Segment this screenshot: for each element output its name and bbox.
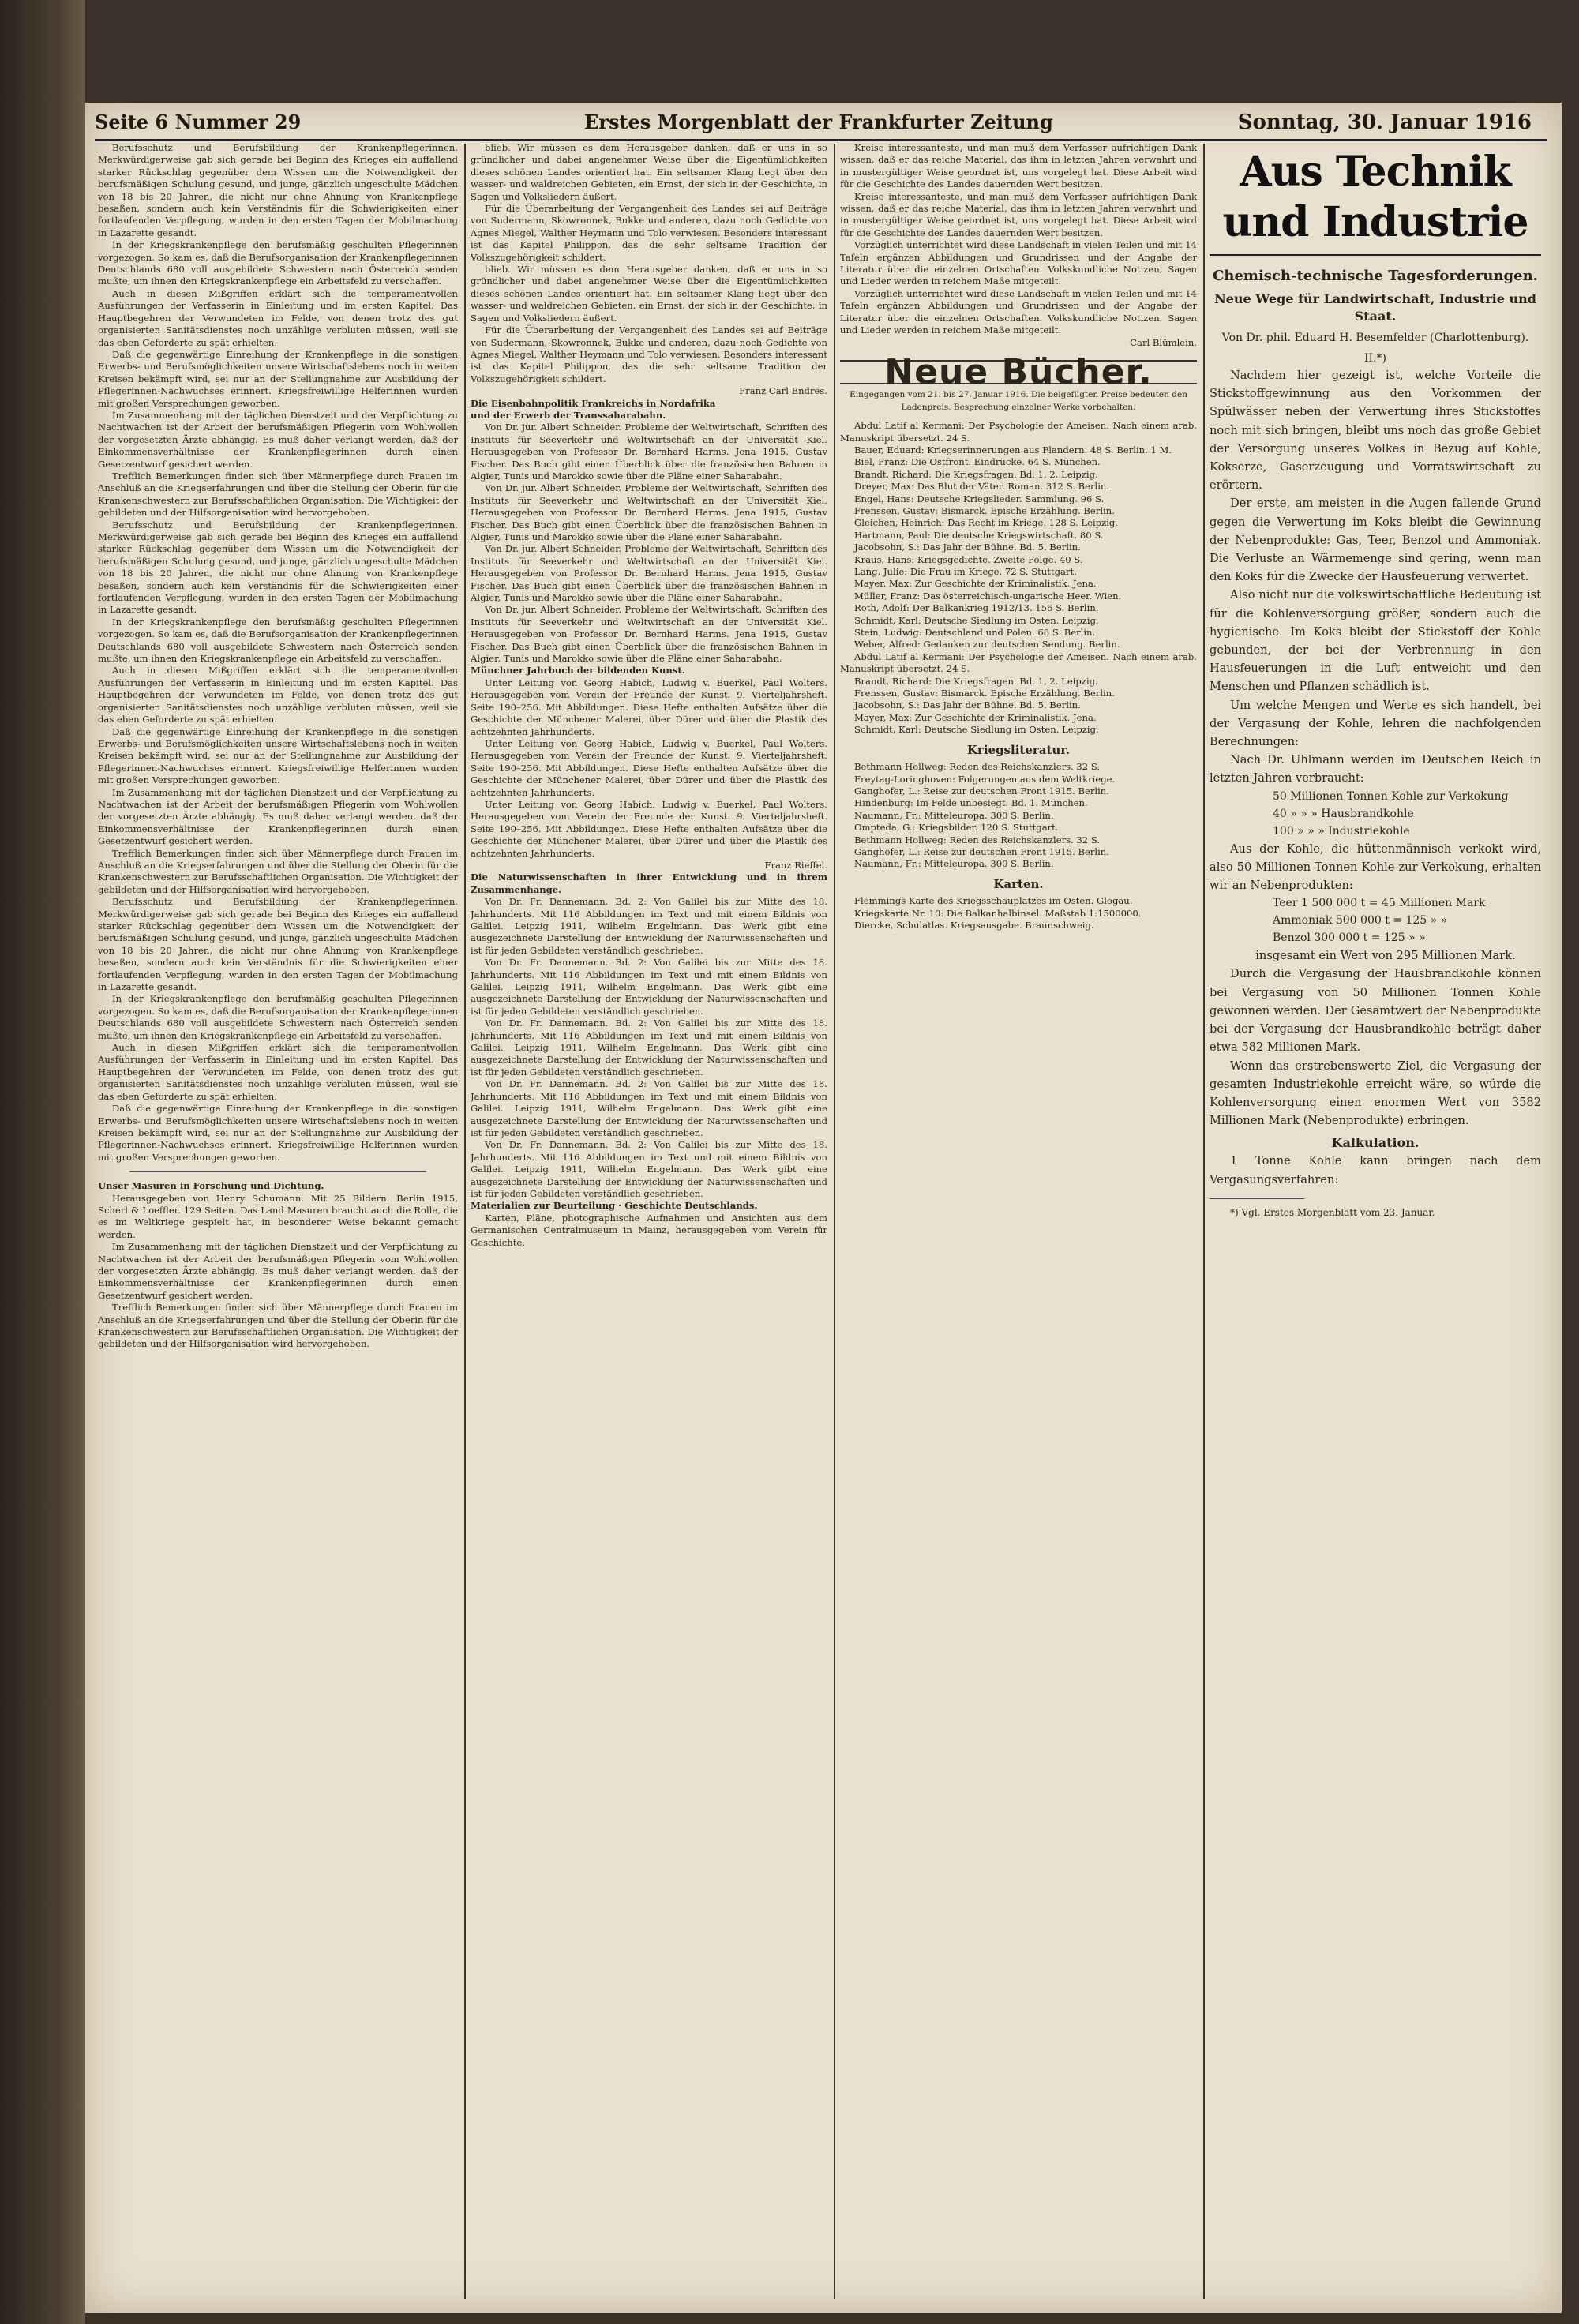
- map-entry: Flemmings Karte des Kriegsschauplatzes im Osten. Glogau.: [854, 895, 1133, 907]
- article-paragraph: Auch in diesen Mißgriffen erklärt sich die temperamentvollen Ausführungen der Verfasserin in Einleitung und im ersten Kapitel. Das Hauptbegehren der Verwundeten im Felde, von denen trotz des gut organisierten Sanitätsdienstes noch unzählige verbluten müssen, weil sie das eben Geforderte zu spät erhielten.: [98, 287, 458, 348]
- article-paragraph: Durch die Vergasung der Hausbrandkohle können bei Vergasung von 50 Millionen Tonnen Kohle gewonnen werden. Der Gesamtwert der Nebenprodukte bei der Vergasung der Hausbrandkohle beträgt daher etwa 582 Millionen Mark.: [1210, 967, 1541, 1055]
- section-title: Neue Bücher.: [840, 360, 1197, 384]
- article-paragraph: Im Zusammenhang mit der täglichen Dienstzeit und der Verpflichtung zu Nachtwachen ist der Arbeit der berufsmäßigen Pflegerin vom Wohlwollen der vorgesetzten Ärzte abhängig. Es muß daher verlangt werden, daß der Einkommensverhältnisse der Krankenpflegerinnen durch einen Gesetzentwurf gesichert werden.: [98, 786, 458, 847]
- article-paragraph: Berufsschutz und Berufsbildung der Krankenpflegerinnen. Merkwürdigerweise gab sich gerade bei Beginn des Krieges ein auffallend starker Rückschlag gegenüber dem Wissen um die Notwendigkeit der berufsmäßigen Schulung gesund, und junge, gänzlich ungeschulte Mädchen von 18 bis 20 Jahren, die nicht nur ohne Ahnung von Krankenpflege besaßen, sondern auch kein Verständnis für die Schwierigkeiten einer fortlaufenden Verpflegung, wurden in den ersten Tagen der Mobilmachung in Lazarette gesandt.: [98, 142, 458, 238]
- review-heading: Die Naturwissenschaften in ihrer Entwicklung und in ihrem Zusammenhange.: [471, 872, 827, 895]
- table-row: Benzol 300 000 t = 125 » »: [1273, 931, 1426, 945]
- article-paragraph: Berufsschutz und Berufsbildung der Krankenpflegerinnen. Merkwürdigerweise gab sich gerade bei Beginn des Krieges ein auffallend starker Rückschlag gegenüber dem Wissen um die Notwendigkeit der berufsmäßigen Schulung gesund, und junge, gänzlich ungeschulte Mädchen von 18 bis 20 Jahren, die nicht nur ohne Ahnung von Krankenpflege besaßen, sondern auch kein Verständnis für die Schwierigkeiten einer fortlaufenden Verpflegung, wurden in den ersten Tagen der Mobilmachung in Lazarette gesandt.: [98, 896, 458, 993]
- article-paragraph: Nach Dr. Uhlmann werden im Deutschen Reich in letzten Jahren verbraucht:: [1210, 753, 1541, 785]
- review-body: Von Dr. Fr. Dannemann. Bd. 2: Von Galilei bis zur Mitte des 18. Jahrhunderts. Mit 116 Abbildungen im Text und mit einem Bildnis von Galilei. Leipzig 1911, Wilhelm Engelmann. Das Werk gibt eine ausgezeichnete Darstellung der Entwicklung der Naturwissenschaften und ist für jeden Gebildeten verständlich geschrieben.: [471, 1139, 827, 1199]
- book-entry: Schmidt, Karl: Deutsche Siedlung im Osten. Leipzig.: [854, 614, 1099, 626]
- article-paragraph: Also nicht nur die volkswirtschaftliche Bedeutung ist für die Kohlenversorgung größer, sondern auch die hygienische. Im Koks bleibt der Stickstoff der Kohle gebunden, der bei der Verbrennung in den Hausfeuerungen in die Luft entweicht und den Menschen und Pflanzen schädlich ist.: [1210, 588, 1541, 694]
- book-entry: Jacobsohn, S.: Das Jahr der Bühne. Bd. 5. Berlin.: [854, 699, 1081, 711]
- review-author: Carl Blümlein.: [1130, 336, 1197, 348]
- book-entry: Ganghofer, L.: Reise zur deutschen Front 1915. Berlin.: [854, 785, 1109, 797]
- article-paragraph: Der erste, am meisten in die Augen fallende Grund gegen die Verwertung im Koks bleibt die Gewinnung der Nebenprodukte: Gas, Teer, Benzol und Ammoniak. Die Verluste an Wärmemenge sind gering, wenn man den Koks für die Zwecke der Hausfeuerung verwertet.: [1210, 497, 1541, 584]
- review-heading: Unser Masuren in Forschung und Dichtung.: [98, 1180, 324, 1192]
- book-entry: Naumann, Fr.: Mitteleuropa. 300 S. Berlin.: [854, 858, 1054, 870]
- review-body: Unter Leitung von Georg Habich, Ludwig v. Buerkel, Paul Wolters. Herausgegeben vom Verein der Freunde der Kunst. 9. Vierteljahrsheft. Seite 190–256. Mit Abbildungen. Diese Hefte enthalten Aufsätze über die Geschichte der Münchener Malerei, über Dürer und über die Plastik des achtzehnten Jahrhunderts.: [471, 677, 827, 737]
- column-rule: [464, 144, 466, 2299]
- book-entry: Mayer, Max: Zur Geschichte der Kriminalistik. Jena.: [854, 711, 1097, 723]
- review-body: Unter Leitung von Georg Habich, Ludwig v. Buerkel, Paul Wolters. Herausgegeben vom Verein der Freunde der Kunst. 9. Vierteljahrsheft. Seite 190–256. Mit Abbildungen. Diese Hefte enthalten Aufsätze über die Geschichte der Münchener Malerei, über Dürer und über die Plastik des achtzehnten Jahrhunderts.: [471, 737, 827, 798]
- scan-edge: [0, 0, 85, 2324]
- column-2: [471, 142, 827, 2297]
- column-1: [98, 142, 458, 2297]
- book-entry: Engel, Hans: Deutsche Kriegslieder. Sammlung. 96 S.: [854, 493, 1105, 504]
- article-subtitle: Neue Wege für Landwirtschaft, Industrie und Staat.: [1214, 291, 1536, 324]
- book-entry: Brandt, Richard: Die Kriegsfragen. Bd. 1, 2. Leipzig.: [854, 468, 1098, 480]
- table-summary: insgesamt ein Wert von 295 Millionen Mark.: [1255, 949, 1516, 963]
- book-entry: Kraus, Hans: Kriegsgedichte. Zweite Folge. 40 S.: [854, 553, 1083, 565]
- article-paragraph: Aus der Kohle, die hüttenmännisch verkokt wird, also 50 Millionen Tonnen Kohle zur Verkokung, erhalten wir an Nebenprodukten:: [1210, 842, 1541, 893]
- book-entry: Hartmann, Paul: Die deutsche Kriegswirtschaft. 80 S.: [854, 529, 1104, 541]
- article-paragraph: Berufsschutz und Berufsbildung der Krankenpflegerinnen. Merkwürdigerweise gab sich gerade bei Beginn des Krieges ein auffallend starker Rückschlag gegenüber dem Wissen um die Notwendigkeit der berufsmäßigen Schulung gesund, und junge, gänzlich ungeschulte Mädchen von 18 bis 20 Jahren, die nicht nur ohne Ahnung von Krankenpflege besaßen, sondern auch kein Verständnis für die Schwierigkeiten einer fortlaufenden Verpflegung, wurden in den ersten Tagen der Mobilmachung in Lazarette gesandt.: [98, 519, 458, 616]
- article-paragraph: In der Kriegskrankenpflege den berufsmäßig geschulten Pflegerinnen vorgezogen. So kam es, daß die Berufsorganisation der Krankenpflegerinnen Deutschlands 680 voll ausgebildete Schwestern nach Österreich senden mußte, um ihnen den Kriegskrankenpflege ein Arbeitsfeld zu verschaffen.: [98, 239, 458, 287]
- book-entry: Freytag-Loringhoven: Folgerungen aus dem Weltkriege.: [854, 773, 1116, 785]
- article-paragraph: blieb. Wir müssen es dem Herausgeber danken, daß er uns in so gründlicher und dabei angenehmer Weise über die Eigentümlichkeiten dieses schönen Landes orientiert hat. Ein seltsamer Klang liegt über den wasser- und waldreichen Gebieten, ein Ernst, der sich in der Geschichte, in Sagen und Volksliedern äußert.: [471, 142, 827, 202]
- table-row: Ammoniak 500 000 t = 125 » »: [1273, 914, 1448, 928]
- book-entry: Ompteda, G.: Kriegsbilder. 120 S. Stuttgart.: [854, 822, 1059, 834]
- book-entry: Biel, Franz: Die Ostfront. Eindrücke. 64 S. München.: [854, 456, 1101, 468]
- review-heading: Münchner Jahrbuch der bildenden Kunst.: [471, 665, 685, 677]
- column-4: [1210, 142, 1541, 2297]
- article-title: Chemisch-technische Tagesforderungen.: [1213, 268, 1538, 284]
- article-paragraph: Trefflich Bemerkungen finden sich über Männerpflege durch Frauen im Anschluß an die Kriegserfahrungen und über die Stellung der Oberin für die Krankenschwestern zur Berufsschaftlichen Organisation. Die Wichtigkeit der gebildeten und der Hilfsorganisation wird hervorgehoben.: [98, 470, 458, 519]
- book-entry: Stein, Ludwig: Deutschland und Polen. 68 S. Berlin.: [854, 627, 1096, 639]
- article-paragraph: Auch in diesen Mißgriffen erklärt sich die temperamentvollen Ausführungen der Verfasserin in Einleitung und im ersten Kapitel. Das Hauptbegehren der Verwundeten im Felde, von denen trotz des gut organisierten Sanitätsdienstes noch unzählige verbluten müssen, weil sie das eben Geforderte zu spät erhielten.: [98, 1042, 458, 1102]
- article-paragraph: blieb. Wir müssen es dem Herausgeber danken, daß er uns in so gründlicher und dabei angenehmer Weise über die Eigentümlichkeiten dieses schönen Landes orientiert hat. Ein seltsamer Klang liegt über den wasser- und waldreichen Gebieten, ein Ernst, der sich in der Geschichte, in Sagen und Volksliedern äußert.: [471, 264, 827, 324]
- article-paragraph: Im Zusammenhang mit der täglichen Dienstzeit und der Verpflichtung zu Nachtwachen ist der Arbeit der berufsmäßigen Pflegerin vom Wohlwollen der vorgesetzten Ärzte abhängig. Es muß daher verlangt werden, daß der Einkommensverhältnisse der Krankenpflegerinnen durch einen Gesetzentwurf gesichert werden.: [98, 409, 458, 470]
- map-entry: Diercke, Schulatlas. Kriegsausgabe. Braunschweig.: [854, 919, 1094, 931]
- article-paragraph: Auch in diesen Mißgriffen erklärt sich die temperamentvollen Ausführungen der Verfasserin in Einleitung und im ersten Kapitel. Das Hauptbegehren der Verwundeten im Felde, von denen trotz des gut organisierten Sanitätsdienstes noch unzählige verbluten müssen, weil sie das eben Geforderte zu spät erhielten.: [98, 665, 458, 725]
- article-paragraph: Kreise interessanteste, und man muß dem Verfasser aufrichtigen Dank wissen, daß er das reiche Material, das ihm in letzten Jahren verwahrt und in mustergültiger Weise geordnet ist, uns vorgelegt hat. Diese Arbeit wird für die Geschichte des Landes dauernden Wert besitzen.: [840, 190, 1197, 238]
- article-paragraph: Daß die gegenwärtige Einreihung der Krankenpflege in die sonstigen Erwerbs- und Berufsmöglichkeiten unsere Wirtschaftslebens noch in weiten Kreisen bekämpft wird, sei nur an der Stellungnahme zur Ausbildung der Pflegerinnen-Nachwuchses erinnert. Kriegsfreiwillige Helferinnen wurden mit großen Versprechungen geworben.: [98, 1103, 458, 1163]
- article-paragraph: Nachdem hier gezeigt ist, welche Vorteile die Stickstoffgewinnung aus den Vorkommen der Spülwässer neben der Verwertung ihres Stickstoffes noch mit sich bringen, bleibt uns noch das große Gebiet der Versorgung unseres Volkes in Bezug auf Kohle, Kokserze, Gaserzeugung und Vorratswirtschaft zu erörtern.: [1210, 369, 1541, 493]
- review-body: Von Dr. Fr. Dannemann. Bd. 2: Von Galilei bis zur Mitte des 18. Jahrhunderts. Mit 116 Abbildungen im Text und mit einem Bildnis von Galilei. Leipzig 1911, Wilhelm Engelmann. Das Werk gibt eine ausgezeichnete Darstellung der Entwicklung der Naturwissenschaften und ist für jeden Gebildeten verständlich geschrieben.: [471, 957, 827, 1017]
- review-heading: Materialien zur Beurteilung · Geschichte Deutschlands.: [471, 1200, 758, 1212]
- review-body: Von Dr. jur. Albert Schneider. Probleme der Weltwirtschaft, Schriften des Instituts für Seeverkehr und Weltwirtschaft an der Universität Kiel. Herausgegeben von Professor Dr. Bernhard Harms. Jena 1915, Gustav Fischer. Das Buch gibt einen Überblick über die französischen Bahnen in Algier, Tunis und Marokko sowie über die Pläne einer Saharabahn.: [471, 604, 827, 665]
- article-paragraph: Trefflich Bemerkungen finden sich über Männerpflege durch Frauen im Anschluß an die Kriegserfahrungen und über die Stellung der Oberin für die Krankenschwestern zur Berufsschaftlichen Organisation. Die Wichtigkeit der gebildeten und der Hilfsorganisation wird hervorgehoben.: [98, 847, 458, 895]
- review-body: Von Dr. jur. Albert Schneider. Probleme der Weltwirtschaft, Schriften des Instituts für Seeverkehr und Weltwirtschaft an der Universität Kiel. Herausgegeben von Professor Dr. Bernhard Harms. Jena 1915, Gustav Fischer. Das Buch gibt einen Überblick über die französischen Bahnen in Algier, Tunis und Marokko sowie über die Pläne einer Saharabahn.: [471, 482, 827, 542]
- article-paragraph: In der Kriegskrankenpflege den berufsmäßig geschulten Pflegerinnen vorgezogen. So kam es, daß die Berufsorganisation der Krankenpflegerinnen Deutschlands 680 voll ausgebildete Schwestern nach Österreich senden mußte, um ihnen den Kriegskrankenpflege ein Arbeitsfeld zu verschaffen.: [98, 993, 458, 1041]
- book-entry: Müller, Franz: Das österreichisch-ungarische Heer. Wien.: [854, 590, 1122, 602]
- table-row: 50 Millionen Tonnen Kohle zur Verkokung: [1273, 789, 1509, 803]
- article-paragraph: Für die Überarbeitung der Vergangenheit des Landes sei auf Beiträge von Sudermann, Skowronnek, Bukke und anderen, dazu noch Gedichte von Agnes Miegel, Walther Heymann und Tolo verwiesen. Besonders interessant ist das Kapitel Philippon, das die sehr seltsame Tradition der Volkszugehörigkeit schildert.: [471, 203, 827, 263]
- book-entry: Dreyer, Max: Das Blut der Väter. Roman. 312 S. Berlin.: [854, 481, 1110, 493]
- article-paragraph: 1 Tonne Kohle kann bringen nach dem Vergasungsverfahren:: [1210, 1154, 1541, 1186]
- article-paragraph: Im Zusammenhang mit der täglichen Dienstzeit und der Verpflichtung zu Nachtwachen ist der Arbeit der berufsmäßigen Pflegerin vom Wohlwollen der vorgesetzten Ärzte abhängig. Es muß daher verlangt werden, daß der Einkommensverhältnisse der Krankenpflegerinnen durch einen Gesetzentwurf gesichert werden.: [98, 1241, 458, 1301]
- article-paragraph: Vorzüglich unterrichtet wird diese Landschaft in vielen Teilen und mit 14 Tafeln ergänzen Abbildungen und Grundrissen und der Angabe der Literatur über die einzelnen Ortschaften. Volkskundliche Notizen, Sagen und Lieder werden in reichem Maße mitgeteilt.: [840, 239, 1197, 287]
- subsection-title: Kalkulation.: [1331, 1135, 1420, 1151]
- separator: [1210, 254, 1541, 256]
- footnote-rule: [1210, 1198, 1304, 1199]
- book-entry: Frenssen, Gustav: Bismarck. Epische Erzählung. Berlin.: [854, 688, 1115, 699]
- book-entry: Jacobsohn, S.: Das Jahr der Bühne. Bd. 5. Berlin.: [854, 542, 1081, 553]
- table-row: 100 » » » Industriekohle: [1273, 824, 1410, 838]
- book-entry: Bethmann Hollweg: Reden des Reichskanzlers. 32 S.: [854, 761, 1101, 773]
- section-note: Eingegangen vom 21. bis 27. Januar 1916. Die beigefügten Preise bedeuten den Ladenpreis. Besprechung einzelner Werke vorbehalten.: [850, 390, 1187, 412]
- column-3: [840, 142, 1197, 2297]
- review-author: Franz Rieffel.: [764, 859, 827, 871]
- book-entry: Hindenburg: Im Felde unbesiegt. Bd. 1. München.: [854, 797, 1088, 809]
- table-row: 40 » » » Hausbrandkohle: [1273, 807, 1414, 820]
- article-paragraph: Kreise interessanteste, und man muß dem Verfasser aufrichtigen Dank wissen, daß er das reiche Material, das ihm in letzten Jahren verwahrt und in mustergültiger Weise geordnet ist, uns vorgelegt hat. Diese Arbeit wird für die Geschichte des Landes dauernden Wert besitzen.: [840, 142, 1197, 190]
- book-entry: Frenssen, Gustav: Bismarck. Epische Erzählung. Berlin.: [854, 504, 1115, 516]
- column-rule: [834, 144, 835, 2299]
- table-row: Teer 1 500 000 t = 45 Millionen Mark: [1273, 897, 1486, 910]
- book-entry: Roth, Adolf: Der Balkankrieg 1912/13. 156 S. Berlin.: [854, 602, 1099, 614]
- review-body: Von Dr. Fr. Dannemann. Bd. 2: Von Galilei bis zur Mitte des 18. Jahrhunderts. Mit 116 Abbildungen im Text und mit einem Bildnis von Galilei. Leipzig 1911, Wilhelm Engelmann. Das Werk gibt eine ausgezeichnete Darstellung der Entwicklung der Naturwissenschaften und ist für jeden Gebildeten verständlich geschrieben.: [471, 1078, 827, 1138]
- book-entry: Lang, Julie: Die Frau im Kriege. 72 S. Stuttgart.: [854, 566, 1077, 577]
- article-paragraph: Für die Überarbeitung der Vergangenheit des Landes sei auf Beiträge von Sudermann, Skowronnek, Bukke und anderen, dazu noch Gedichte von Agnes Miegel, Walther Heymann und Tolo verwiesen. Besonders interessant ist das Kapitel Philippon, das die sehr seltsame Tradition der Volkszugehörigkeit schildert.: [471, 324, 827, 384]
- review-body: Herausgegeben von Henry Schumann. Mit 25 Bildern. Berlin 1915, Scherl & Loeffler. 129 Seiten. Das Land Masuren braucht auch die Rolle, die es im Weltkriege gespielt hat, in besonderer Weise bekannt gemacht werden.: [98, 1192, 458, 1240]
- article-paragraph: Trefflich Bemerkungen finden sich über Männerpflege durch Frauen im Anschluß an die Kriegserfahrungen und über die Stellung der Oberin für die Krankenschwestern zur Berufsschaftlichen Organisation. Die Wichtigkeit der gebildeten und der Hilfsorganisation wird hervorgehoben.: [98, 1302, 458, 1350]
- book-entry: Abdul Latif al Kermani: Der Psychologie der Ameisen. Nach einem arab. Manuskript übersetzt. 24 S.: [840, 650, 1197, 675]
- map-entry: Kriegskarte Nr. 10: Die Balkanhalbinsel. Maßstab 1:1500000.: [854, 907, 1142, 919]
- article-paragraph: In der Kriegskrankenpflege den berufsmäßig geschulten Pflegerinnen vorgezogen. So kam es, daß die Berufsorganisation der Krankenpflegerinnen Deutschlands 680 voll ausgebildete Schwestern nach Österreich senden mußte, um ihnen den Kriegskrankenpflege ein Arbeitsfeld zu verschaffen.: [98, 616, 458, 665]
- footnote: *) Vgl. Erstes Morgenblatt vom 23. Januar.: [1230, 1206, 1435, 1218]
- book-entry: Bauer, Eduard: Kriegserinnerungen aus Flandern. 48 S. Berlin. 1 M.: [854, 444, 1172, 455]
- newspaper-name: Erstes Morgenblatt der Frankfurter Zeitung: [584, 111, 1053, 133]
- column-rule: [1203, 144, 1205, 2299]
- review-heading: Die Eisenbahnpolitik Frankreichs in Nordafrika: [471, 397, 716, 409]
- page-number: Seite 6 Nummer 29: [95, 111, 302, 133]
- review-body: Karten, Pläne, photographische Aufnahmen und Ansichten aus dem Germanischen Centralmuseum in Mainz, herausgegeben vom Verein für Geschichte.: [471, 1212, 827, 1248]
- review-body: Von Dr. Fr. Dannemann. Bd. 2: Von Galilei bis zur Mitte des 18. Jahrhunderts. Mit 116 Abbildungen im Text und mit einem Bildnis von Galilei. Leipzig 1911, Wilhelm Engelmann. Das Werk gibt eine ausgezeichnete Darstellung der Entwicklung der Naturwissenschaften und ist für jeden Gebildeten verständlich geschrieben.: [471, 896, 827, 956]
- article-paragraph: Wenn das erstrebenswerte Ziel, die Vergasung der gesamten Industriekohle erreicht wäre, so würde die Kohlenversorgung einen enormen Wert von 3582 Millionen Mark (Nebenprodukte) erbringen.: [1210, 1059, 1541, 1128]
- book-entry: Ganghofer, L.: Reise zur deutschen Front 1915. Berlin.: [854, 845, 1109, 857]
- book-entry: Brandt, Richard: Die Kriegsfragen. Bd. 1, 2. Leipzig.: [854, 675, 1098, 687]
- article-paragraph: Daß die gegenwärtige Einreihung der Krankenpflege in die sonstigen Erwerbs- und Berufsmöglichkeiten unsere Wirtschaftslebens noch in weiten Kreisen bekämpft wird, sei nur an der Stellungnahme zur Ausbildung der Pflegerinnen-Nachwuchses erinnert. Kriegsfreiwillige Helferinnen wurden mit großen Versprechungen geworben.: [98, 348, 458, 409]
- review-body: Von Dr. jur. Albert Schneider. Probleme der Weltwirtschaft, Schriften des Instituts für Seeverkehr und Weltwirtschaft an der Universität Kiel. Herausgegeben von Professor Dr. Bernhard Harms. Jena 1915, Gustav Fischer. Das Buch gibt einen Überblick über die französischen Bahnen in Algier, Tunis und Marokko sowie über die Pläne einer Saharabahn.: [471, 543, 827, 604]
- book-entry: Bethmann Hollweg: Reden des Reichskanzlers. 32 S.: [854, 834, 1101, 845]
- book-entry: Mayer, Max: Zur Geschichte der Kriminalistik. Jena.: [854, 578, 1097, 590]
- review-author: Franz Carl Endres.: [739, 385, 827, 397]
- review-heading-cont: und der Erwerb der Transsaharabahn.: [471, 409, 666, 421]
- section-title: Aus Technik und Industrie: [1222, 148, 1528, 246]
- review-body: Unter Leitung von Georg Habich, Ludwig v. Buerkel, Paul Wolters. Herausgegeben vom Verein der Freunde der Kunst. 9. Vierteljahrsheft. Seite 190–256. Mit Abbildungen. Diese Hefte enthalten Aufsätze über die Geschichte der Münchener Malerei, über Dürer und über die Plastik des achtzehnten Jahrhunderts.: [471, 798, 827, 859]
- book-entry: Schmidt, Karl: Deutsche Siedlung im Osten. Leipzig.: [854, 724, 1099, 736]
- article-paragraph: Daß die gegenwärtige Einreihung der Krankenpflege in die sonstigen Erwerbs- und Berufsmöglichkeiten unsere Wirtschaftslebens noch in weiten Kreisen bekämpft wird, sei nur an der Stellungnahme zur Ausbildung der Pflegerinnen-Nachwuchses erinnert. Kriegsfreiwillige Helferinnen wurden mit großen Versprechungen geworben.: [98, 725, 458, 786]
- review-body: Von Dr. jur. Albert Schneider. Probleme der Weltwirtschaft, Schriften des Instituts für Seeverkehr und Weltwirtschaft an der Universität Kiel. Herausgegeben von Professor Dr. Bernhard Harms. Jena 1915, Gustav Fischer. Das Buch gibt einen Überblick über die französischen Bahnen in Algier, Tunis und Marokko sowie über die Pläne einer Saharabahn.: [471, 422, 827, 482]
- article-author: Von Dr. phil. Eduard H. Besemfelder (Charlottenburg).: [1221, 332, 1529, 344]
- book-entry: Gleichen, Heinrich: Das Recht im Kriege. 128 S. Leipzig.: [854, 517, 1119, 529]
- article-part: II.*): [1364, 352, 1386, 365]
- article-paragraph: Um welche Mengen und Werte es sich handelt, bei der Vergasung der Kohle, lehren die nachfolgenden Berechnungen:: [1210, 698, 1541, 749]
- issue-date: Sonntag, 30. Januar 1916: [1237, 111, 1532, 134]
- subsection-title: Karten.: [993, 876, 1044, 891]
- separator: [129, 1171, 426, 1172]
- article-paragraph: Vorzüglich unterrichtet wird diese Landschaft in vielen Teilen und mit 14 Tafeln ergänzen Abbildungen und Grundrissen und der Angabe der Literatur über die einzelnen Ortschaften. Volkskundliche Notizen, Sagen und Lieder werden in reichem Maße mitgeteilt.: [840, 287, 1197, 336]
- book-entry: Naumann, Fr.: Mitteleuropa. 300 S. Berlin.: [854, 809, 1054, 821]
- review-body: Von Dr. Fr. Dannemann. Bd. 2: Von Galilei bis zur Mitte des 18. Jahrhunderts. Mit 116 Abbildungen im Text und mit einem Bildnis von Galilei. Leipzig 1911, Wilhelm Engelmann. Das Werk gibt eine ausgezeichnete Darstellung der Entwicklung der Naturwissenschaften und ist für jeden Gebildeten verständlich geschrieben.: [471, 1018, 827, 1078]
- book-entry: Abdul Latif al Kermani: Der Psychologie der Ameisen. Nach einem arab. Manuskript übersetzt. 24 S.: [840, 420, 1197, 444]
- masthead: [95, 107, 1547, 141]
- subsection-title: Kriegsliteratur.: [966, 742, 1071, 757]
- book-entry: Weber, Alfred: Gedanken zur deutschen Sendung. Berlin.: [854, 639, 1120, 650]
